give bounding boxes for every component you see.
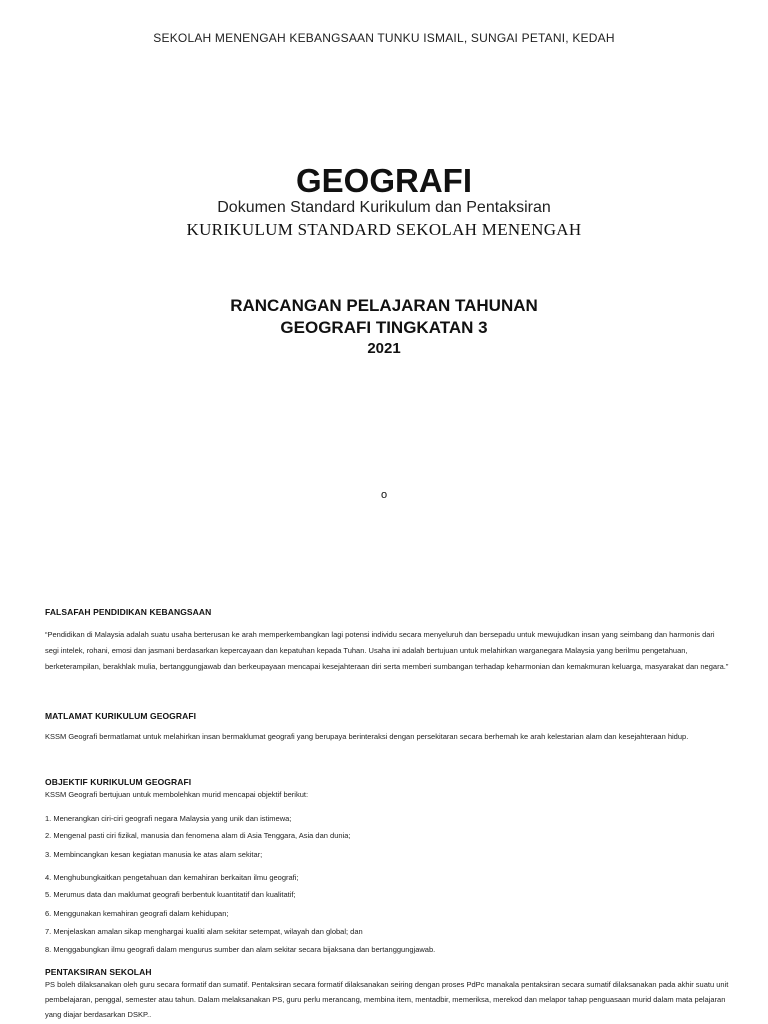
objektif-heading: OBJEKTIF KURIKULUM GEOGRAFI (45, 777, 192, 787)
plan-title-line1: RANCANGAN PELAJARAN TAHUNAN (230, 296, 538, 315)
document-title: GEOGRAFI (295, 162, 472, 199)
objektif-item-8: 8. Menggabungkan ilmu geografi dalam mengurus sumber dan alam sekitar secara bijaksana dan bertanggungjawab. (45, 945, 436, 954)
objektif-item-5: 5. Merumus data dan maklumat geografi berbentuk kuantitatif dan kualitatif; (45, 890, 296, 899)
matlamat-heading: MATLAMAT KURIKULUM GEOGRAFI (45, 711, 197, 721)
objektif-item-4: 4. Menghubungkaitkan pengetahuan dan kemahiran berkaitan ilmu geografi; (45, 873, 299, 882)
objektif-item-3: 3. Membincangkan kesan kegiatan manusia ke atas alam sekitar; (45, 850, 263, 859)
pentaksiran-body: PS boleh dilaksanakan oleh guru secara formatif dan sumatif. Pentaksiran secara formatif dilaksanakan seiring dengan proses PdPc manakala pentaksiran secara sumatif dilaksanakan pada akhir suatu unit pembelajaran, penggal, semester atau tahun. Dalam melaksanakan PS, guru perlu merancang, membina item, mentadbir, memeriksa, merekod dan melapor tahap penguasaan murid dalam mata pelajaran yang diajar berdasarkan DSKP.. (45, 980, 729, 1019)
school-header: SEKOLAH MENENGAH KEBANGSAAN TUNKU ISMAIL, SUNGAI PETANI, KEDAH (153, 31, 615, 45)
objektif-item-7: 7. Menjelaskan amalan sikap menghargai kualiti alam sekitar setempat, wilayah dan global; dan (45, 927, 363, 936)
falsafah-heading: FALSAFAH PENDIDIKAN KEBANGSAAN (45, 607, 212, 617)
falsafah-body: “Pendidikan di Malaysia adalah suatu usaha berterusan ke arah memperkembangkan lagi potensi individu secara menyeluruh dan bersepadu untuk mewujudkan insan yang seimbang dan harmonis dari segi intelek, rohani, emosi dan jasmani berdasarkan kepercayaan dan kepatuhan kepada Tuhan. Usaha ini adalah bertujuan untuk melahirkan warganegara Malaysia yang berilmu pengetahuan, berketerampilan, berakhlak mulia, bertanggungjawab dan berkeupayaan mencapai kesejahteraan diri serta memberi sumbangan terhadap keharmonian dan kemakmuran keluarga, masyarakat dan negara.” (45, 630, 729, 671)
objektif-item-6: 6. Menggunakan kemahiran geografi dalam kehidupan; (45, 909, 229, 918)
objektif-item-1: 1. Menerangkan ciri-ciri geografi negara Malaysia yang unik dan istimewa; (45, 814, 292, 823)
matlamat-body: KSSM Geografi bermatlamat untuk melahirkan insan bermaklumat geografi yang berupaya berinteraksi dengan persekitaran secara berhemah ke arah kelestarian alam dan kesejahteraan hidup. (45, 732, 689, 741)
center-mark: o (380, 489, 388, 501)
plan-year: 2021 (367, 340, 401, 357)
objektif-item-2: 2. Mengenal pasti ciri fizikal, manusia dan fenomena alam di Asia Tenggara, Asia dan dunia; (45, 831, 351, 840)
objektif-intro: KSSM Geografi bertujuan untuk membolehkan murid mencapai objektif berikut: (45, 790, 309, 799)
pentaksiran-heading: PENTAKSIRAN SEKOLAH (45, 967, 152, 977)
plan-title-line2: GEOGRAFI TINGKATAN 3 (280, 318, 488, 337)
document-subtitle: Dokumen Standard Kurikulum dan Pentaksiran (217, 199, 551, 216)
curriculum-name: KURIKULUM STANDARD SEKOLAH MENENGAH (186, 220, 582, 239)
